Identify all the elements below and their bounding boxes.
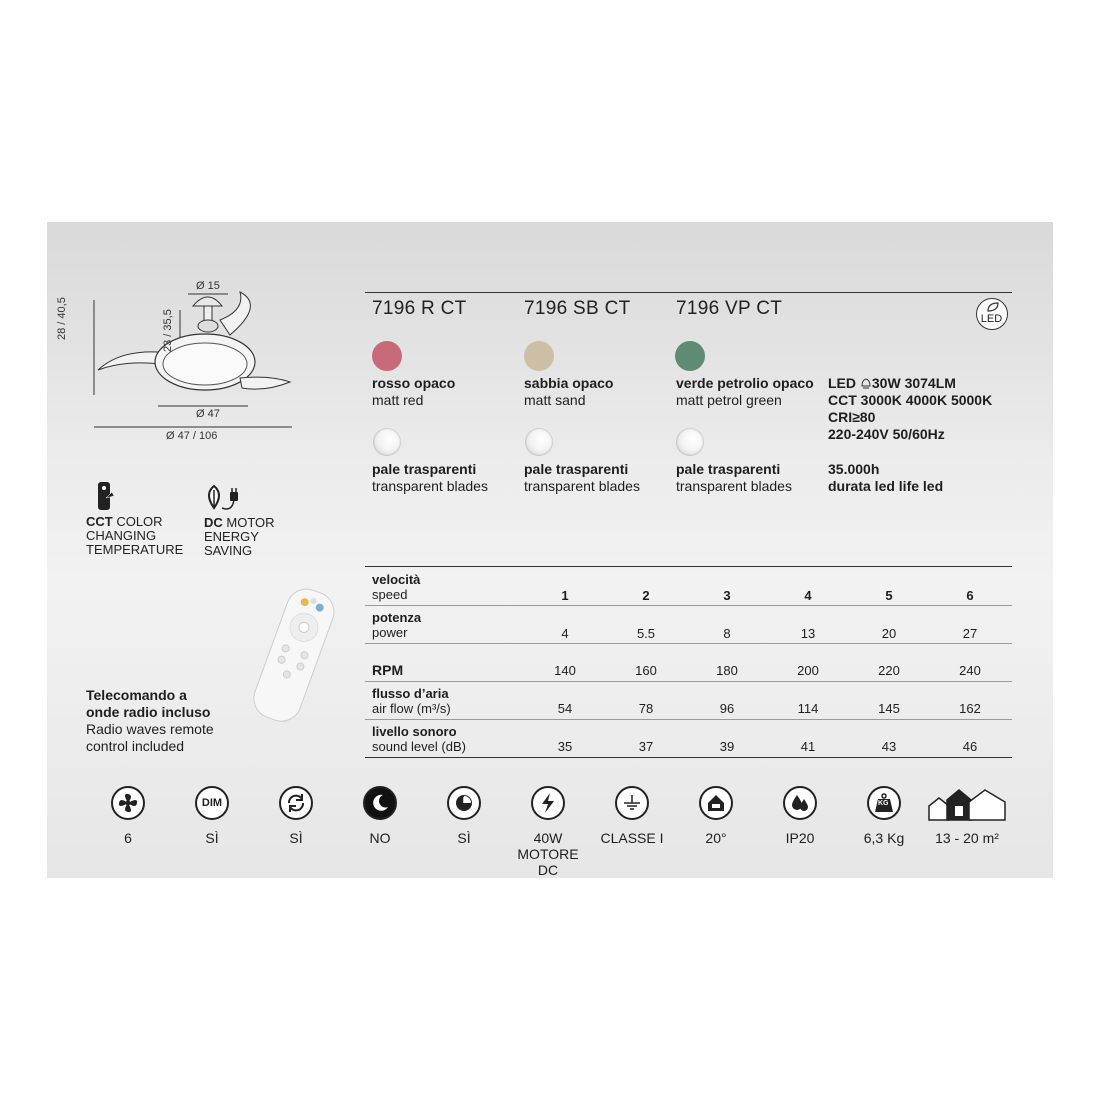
remote-control-image [240,580,350,730]
airflow-cell: 54 [557,701,573,716]
rpm-cell: 240 [959,663,981,678]
dim-height-partial: 23 / 35,5 [162,309,174,352]
sound-cell: 46 [962,739,978,754]
led-life: 35.000h durata led life led [828,461,944,494]
dim-body-diameter: Ø 47 [196,408,220,420]
fan-icon [111,786,145,820]
dim-label: SÌ [205,830,219,846]
speed-cell: 3 [723,588,731,603]
model-code-sb: 7196 SB CT [524,298,631,319]
row-label-airflow: flusso d’aria air flow (m³/s) [372,686,451,716]
row-label-sound: livello sonoro sound level (dB) [372,724,466,754]
model-code-r: 7196 R CT [372,298,467,319]
rpm-cell: 180 [716,663,738,678]
dim-height-total: 28 / 40,5 [56,297,68,340]
table-row-rule [365,681,1012,682]
color-name-green: verde petrolio opaco matt petrol green [676,375,814,408]
ground-icon [615,786,649,820]
remote-description: Telecomando a onde radio incluso Radio waves remote control included [86,687,214,754]
weight-icon: KG [867,786,901,820]
sound-cell: 37 [638,739,654,754]
reverse-label: SÌ [289,830,303,846]
rpm-cell: 200 [797,663,819,678]
night-icon [363,786,397,820]
blade-swatch-2 [525,428,553,456]
airflow-cell: 114 [797,701,819,716]
blade-swatch-3 [676,428,704,456]
blade-name-3: pale trasparenti transparent blades [676,461,792,494]
led-specs: LED 30W 3074LM CCT 3000K 4000K 5000K CRI≥80 220-240V 50/60Hz [828,375,993,442]
room-size-label: 13 - 20 m² [935,830,999,846]
timer-label: SÌ [457,830,471,846]
rpm-cell: 220 [878,663,900,678]
insulation-class-label: CLASSE I [600,830,664,846]
table-row-rule [365,643,1012,644]
row-label-speed: velocità speed [372,572,421,602]
speed-cell: 2 [642,588,650,603]
model-code-vp: 7196 VP CT [676,298,783,319]
power-cell: 4 [561,626,569,641]
airflow-cell: 145 [878,701,900,716]
dim-icon: DIM [195,786,229,820]
rpm-cell: 160 [635,663,657,678]
blade-swatch-1 [373,428,401,456]
sound-cell: 35 [557,739,573,754]
row-label-power: potenza power [372,610,422,640]
header-rule [365,292,1012,293]
power-cell: 8 [723,626,731,641]
table-bottom-rule [365,757,1012,758]
fan-blades-label: 6 [124,830,132,846]
angle-icon [699,786,733,820]
dc-motor-feature-label: DC MOTOR ENERGY SAVING [204,515,275,558]
power-cell: 27 [962,626,978,641]
speed-cell: 4 [804,588,812,603]
sound-cell: 43 [881,739,897,754]
leaf-icon [986,301,1000,313]
cct-remote-icon [92,478,118,514]
dc-motor-leaf-plug-icon [204,482,246,518]
speed-cell: 6 [966,588,974,603]
timer-icon [447,786,481,820]
rpm-cell: 140 [554,663,576,678]
lightning-icon [531,786,565,820]
speed-cell: 5 [885,588,893,603]
airflow-cell: 78 [638,701,654,716]
airflow-cell: 96 [719,701,735,716]
power-cell: 20 [881,626,897,641]
led-leaf-badge: LED [976,298,1008,330]
blade-name-1: pale trasparenti transparent blades [372,461,488,494]
sound-cell: 39 [719,739,735,754]
table-row-rule [365,719,1012,720]
night-mode-label: NO [369,830,391,846]
blade-name-2: pale trasparenti transparent blades [524,461,640,494]
power-cell: 13 [800,626,816,641]
tilt-angle-label: 20° [705,830,727,846]
ip-rating-label: IP20 [785,830,815,846]
bulb-icon [860,377,872,389]
table-row-rule [365,605,1012,606]
swatch-matt-petrol-green [675,341,705,371]
room-size-icon [927,786,1009,822]
weight-label: 6,3 Kg [863,830,905,846]
speed-cell: 1 [561,588,569,603]
sound-cell: 41 [800,739,816,754]
row-label-rpm: RPM [372,662,404,678]
swatch-matt-red [372,341,402,371]
waterdrop-icon [783,786,817,820]
motor-power-label: 40W MOTORE DC [517,830,579,878]
color-name-red: rosso opaco matt red [372,375,456,408]
swatch-matt-sand [524,341,554,371]
dim-top-diameter: Ø 15 [196,280,220,292]
color-name-sand: sabbia opaco matt sand [524,375,614,408]
airflow-cell: 162 [959,701,981,716]
dim-blade-diameter: Ø 47 / 106 [166,430,218,442]
fan-dimension-drawing [80,280,310,445]
table-top-rule [365,566,1012,567]
cct-feature-label: CCT COLOR CHANGING TEMPERATURE [86,514,184,557]
power-cell: 5.5 [636,626,656,641]
reverse-icon [279,786,313,820]
